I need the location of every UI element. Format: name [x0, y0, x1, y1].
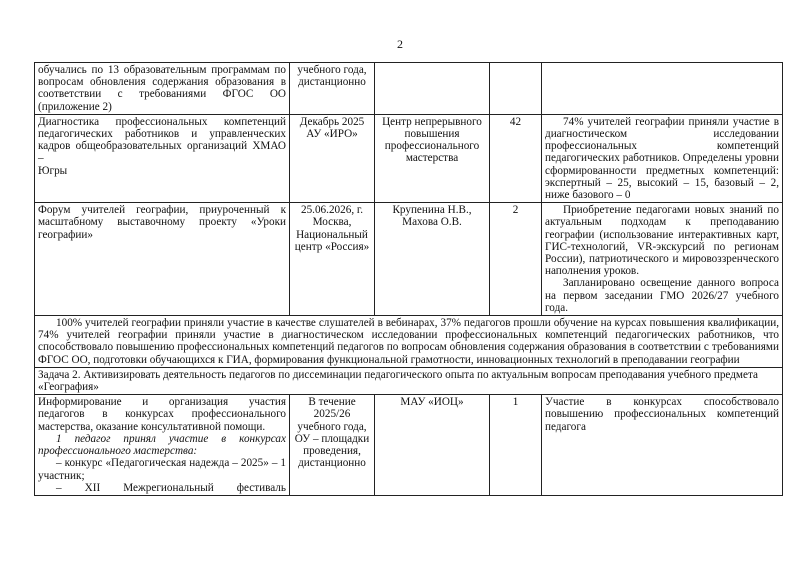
organizer-cell: Крупенина Н.В., Махова О.В.	[375, 203, 490, 316]
organizer-cell: Центр непрерывного повышения профессионального мастерства	[375, 114, 490, 202]
activity-table	[34, 62, 783, 496]
activity-cell: Диагностика профессиональных компетенций педагогических работников и управленческих кадров общеобразовательных организаций ХМАО – Югры	[35, 114, 290, 202]
organizer-cell: МАУ «ИОЦ»	[375, 395, 490, 496]
result-cell: Приобретение педагогами новых знаний по актуальным подходам к преподаванию географии (использование интерактивных карт, ГИС-технологий, VR-экскурсий по регионам России), патриотического и мировоззренческого наполнения уроков. Запланировано освещение данного вопроса на первом заседании ГМО 2026/27 учебного года.	[542, 203, 783, 316]
table-row	[35, 63, 783, 115]
table-row	[35, 203, 783, 316]
date-cell: В течение 2025/26 учебного года, ОУ – площадки проведения, дистанционно	[290, 395, 375, 496]
date-cell: Декабрь 2025 АУ «ИРО»	[290, 114, 375, 202]
activity-cell: обучались по 13 образовательным программам по вопросам обновления содержания образования в соответствии с требованиями ФГОС ОО (приложение 2)	[35, 63, 290, 115]
page-number: 2	[397, 37, 403, 51]
activity-cell: Информирование и организация участия педагогов в конкурсах профессионального мастерства, оказание консультативной помощи. 1 педагог принял участие в конкурсах профессионального мастерства: – конкурс «Педагогическая надежда – 2025» – 1 участник; – XII Межрегиональный фестиваль	[35, 395, 290, 496]
table-row	[35, 395, 783, 496]
organizer-cell	[375, 63, 490, 115]
date-cell: учебного года, дистанционно	[290, 63, 375, 115]
task-row	[35, 367, 783, 394]
result-cell: 74% учителей географии приняли участие в диагностическом исследовании профессиональных компетенций педагогических работников. Определены уровни сформированности предметных компетенций: экспертный – 25, высокий – 15, базовый – 2, ниже базового – 0	[542, 114, 783, 202]
count-cell: 1	[490, 395, 542, 496]
count-cell: 2	[490, 203, 542, 316]
date-cell: 25.06.2026, г. Москва, Национальный центр «Россия»	[290, 203, 375, 316]
summary-row	[35, 316, 783, 368]
count-cell: 42	[490, 114, 542, 202]
summary-cell: 100% учителей географии приняли участие в качестве слушателей в вебинарах, 37% педагогов прошли обучение на курсах повышения квалификации, 74% учителей географии приняли участие в диагностическом исследовании профессиональных компетенций педагогических работников, что способствовало повышению профессиональных компетенций педагогов по вопросам обновления содержания образования в соответствии с требованиями ФГОС ОО, подготовки обучающихся к ГИА, формирования функциональной грамотности, инновационных технологий в преподавании географии	[35, 316, 783, 368]
table-row	[35, 114, 783, 202]
result-cell	[542, 63, 783, 115]
task-2-heading: Задача 2. Активизировать деятельность педагогов по диссеминации педагогического опыта по актуальным вопросам преподавания учебного предмета «География»	[35, 367, 783, 394]
result-cell: Участие в конкурсах способствовало повышению профессиональных компетенций педагога	[542, 395, 783, 496]
count-cell	[490, 63, 542, 115]
activity-cell: Форум учителей географии, приуроченный к масштабному выставочному проекту «Уроки географии»	[35, 203, 290, 316]
